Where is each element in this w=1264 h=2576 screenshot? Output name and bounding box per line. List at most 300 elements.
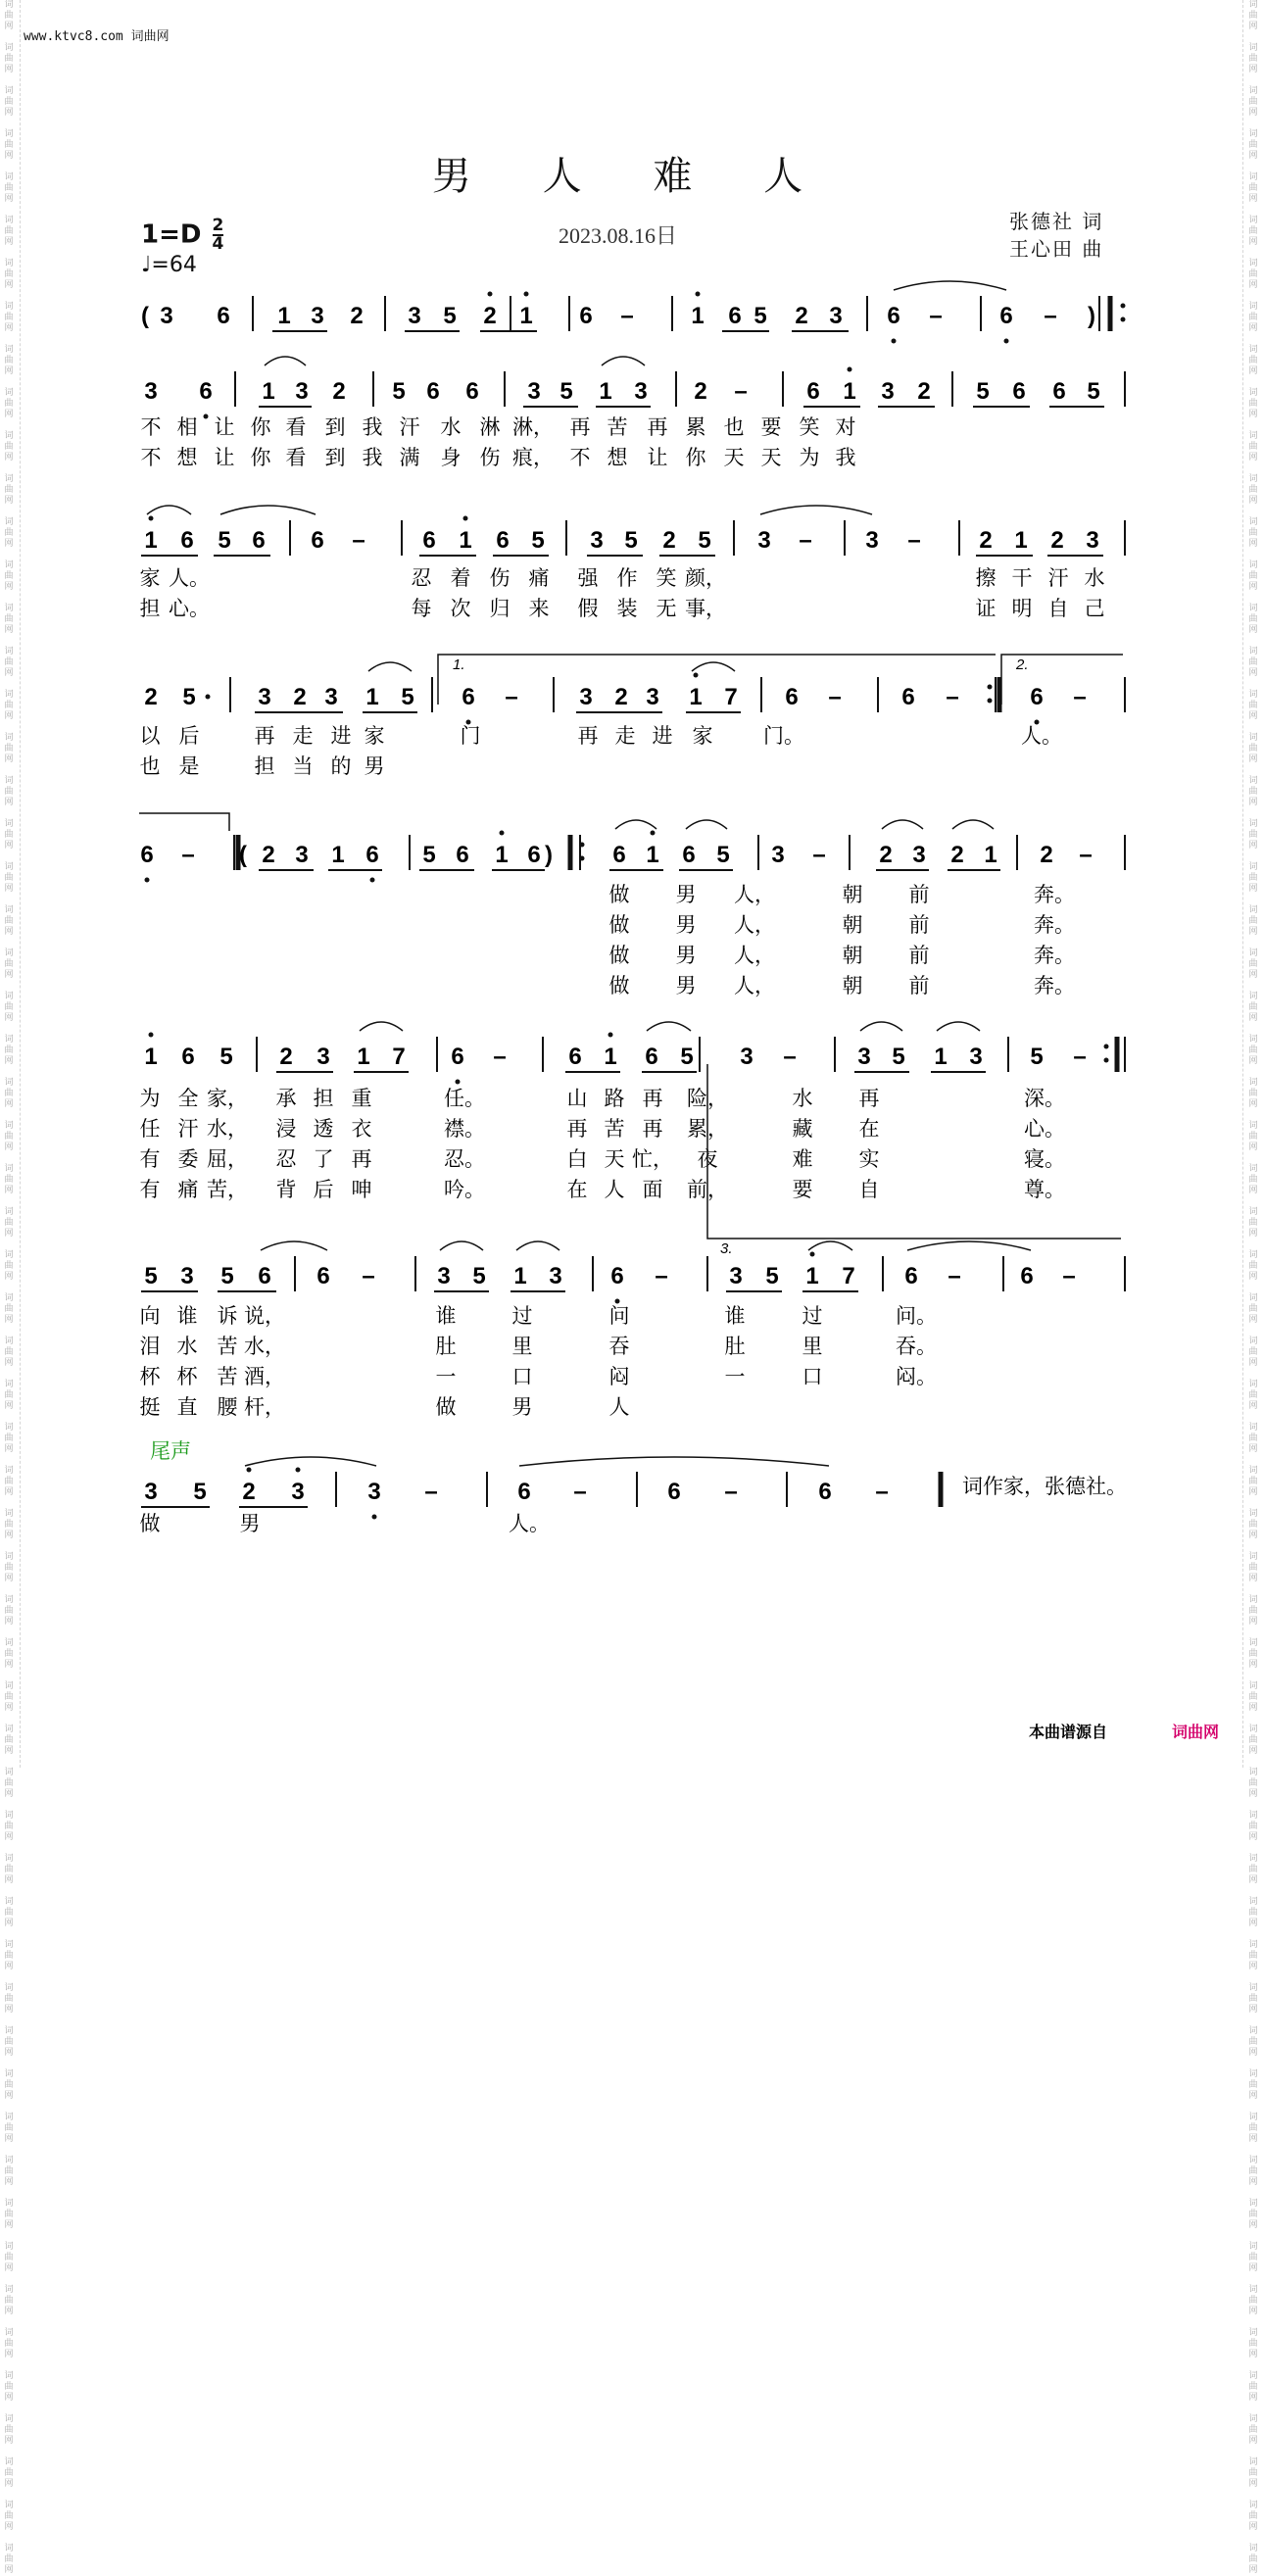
note-0-2: 6 [217, 303, 230, 329]
lyric-6-1-8: 里 [802, 1336, 823, 1358]
note-5-3: 2 [279, 1044, 293, 1070]
lyric-5-1-8: 苦 [604, 1118, 625, 1141]
note-2-18: 2 [979, 527, 993, 554]
note-1-17: 2 [917, 378, 931, 405]
note-3-4: 3 [324, 684, 338, 710]
note-3-12: 1 [689, 684, 703, 710]
lyric-4-0-2: 人， [734, 884, 775, 906]
note-0-13: 6 [728, 303, 742, 329]
note-6-8: 1 [513, 1263, 527, 1289]
lyric-6-1-9: 吞。 [896, 1336, 937, 1358]
lyric-5-2-7: 白 [566, 1148, 588, 1171]
lyric-6-1-7: 肚 [724, 1336, 746, 1358]
note-0-0: ( [141, 303, 149, 329]
note-5-1: 6 [181, 1044, 195, 1070]
note-3-3: 2 [293, 684, 307, 710]
lyric-1-0-1: 相 [176, 416, 198, 439]
lyric-2-0-6: 强 [577, 567, 599, 590]
lyric-2-1-7: 装 [616, 598, 638, 620]
lyric-5-1-13: 心。 [1024, 1118, 1065, 1141]
lyric-6-2-0: 杯 [139, 1366, 161, 1388]
octave-up-dot-9 [149, 1033, 154, 1038]
lyric-5-3-11: 要 [792, 1179, 813, 1201]
octave-down-dot-6 [370, 878, 375, 883]
note-6-12: 3 [729, 1263, 743, 1289]
lyric-3-0-6: 门 [460, 725, 481, 748]
note-1-18: 5 [976, 378, 990, 405]
note-2-5: – [352, 527, 365, 554]
lyric-2-1-8: 无 [656, 598, 677, 620]
lyric-1-1-8: 身 [440, 447, 462, 469]
lyric-3-0-4: 进 [330, 725, 352, 748]
lyric-4-3-3: 朝 [842, 975, 863, 997]
note-2-7: 1 [459, 527, 472, 554]
lyric-3-0-3: 走 [292, 725, 314, 748]
note-6-1: 3 [180, 1263, 194, 1289]
lyric-6-1-2: 苦 [217, 1336, 238, 1358]
lyric-2-1-6: 假 [577, 598, 599, 620]
octave-up-dot-7 [500, 831, 505, 836]
note-2-14: 3 [757, 527, 771, 554]
lyric-5-3-2: 苦， [207, 1179, 248, 1201]
lyric-1-1-17: 为 [799, 447, 820, 469]
lyric-5-3-6: 吟。 [444, 1179, 485, 1201]
lyric-6-0-2: 诉 [217, 1305, 238, 1328]
note-4-0: 6 [140, 842, 154, 868]
slur-18 [516, 1241, 559, 1250]
note-4-19: 3 [912, 842, 926, 868]
note-0-18: – [929, 303, 943, 329]
lyric-5-1-3: 浸 [275, 1118, 297, 1141]
note-1-9: 5 [559, 378, 573, 405]
lyric-1-0-9: 淋 [479, 416, 501, 439]
lyric-1-1-3: 你 [250, 447, 271, 469]
slur-8 [615, 820, 656, 829]
note-4-8: 6 [456, 842, 469, 868]
octave-down-dot-8 [615, 1299, 620, 1304]
note-0-20: – [1044, 303, 1057, 329]
note-2-11: 5 [624, 527, 638, 554]
lyric-3-0-8: 走 [614, 725, 636, 748]
note-6-6: 3 [437, 1263, 451, 1289]
lyric-6-1-5: 里 [511, 1336, 533, 1358]
note-5-0: 1 [144, 1044, 158, 1070]
note-4-3: 2 [262, 842, 275, 868]
note-2-4: 6 [311, 527, 324, 554]
note-4-9: 1 [495, 842, 509, 868]
note-0-12: 1 [691, 303, 705, 329]
note-0-7: 5 [443, 303, 457, 329]
lyric-5-1-0: 任 [139, 1118, 161, 1141]
note-7-8: 6 [667, 1479, 681, 1505]
lyric-5-0-3: 承 [275, 1088, 297, 1110]
lyric-4-2-4: 前 [908, 945, 930, 967]
lyric-1-0-11: 再 [569, 416, 591, 439]
note-6-0: 5 [144, 1263, 158, 1289]
lyric-1-1-9: 伤 [479, 447, 501, 469]
note-0-21: ) [1088, 303, 1095, 329]
lyric-1-1-12: 想 [607, 447, 628, 469]
slur-0 [894, 281, 1006, 290]
note-1-8: 3 [527, 378, 541, 405]
lyric-6-2-5: 口 [511, 1366, 533, 1388]
repeat-start-1-dot-b [1121, 317, 1126, 322]
slur-14 [860, 1022, 902, 1031]
slur-10 [882, 820, 923, 829]
note-5-12: 5 [680, 1044, 694, 1070]
lyric-5-2-0: 有 [139, 1148, 161, 1171]
lyric-5-2-1: 委 [177, 1148, 199, 1171]
slur-4 [220, 506, 316, 514]
slur-5 [760, 506, 872, 514]
note-6-7: 5 [472, 1263, 486, 1289]
note-3-7: 6 [462, 684, 475, 710]
note-6-3: 6 [258, 1263, 271, 1289]
note-5-19: 5 [1030, 1044, 1044, 1070]
note-5-11: 6 [645, 1044, 658, 1070]
lyric-2-0-8: 笑 [656, 567, 677, 590]
note-2-10: 3 [590, 527, 604, 554]
octave-down-dot-4 [1035, 720, 1040, 725]
note-1-21: 5 [1087, 378, 1100, 405]
lyric-6-1-4: 肚 [435, 1336, 457, 1358]
lyric-1-1-15: 天 [723, 447, 745, 469]
note-4-18: 2 [879, 842, 893, 868]
note-0-4: 3 [311, 303, 324, 329]
note-1-0: 3 [144, 378, 158, 405]
note-6-5: – [362, 1263, 375, 1289]
lyric-1-1-1: 想 [176, 447, 198, 469]
lyric-5-3-9: 面 [642, 1179, 663, 1201]
note-6-2: 5 [220, 1263, 234, 1289]
lyric-6-0-6: 问 [608, 1305, 630, 1328]
note-5-6: 7 [392, 1044, 406, 1070]
lyric-1-0-6: 我 [362, 416, 383, 439]
note-0-5: 2 [350, 303, 364, 329]
note-5-18: 3 [969, 1044, 983, 1070]
slur-2 [602, 357, 645, 365]
lyric-6-2-2: 苦 [217, 1366, 238, 1388]
lyric-1-0-12: 苦 [607, 416, 628, 439]
lyric-5-3-3: 背 [275, 1179, 297, 1201]
lyric-6-3-4: 做 [435, 1396, 457, 1419]
lyric-2-1-13: 己 [1084, 598, 1105, 620]
site-url[interactable]: www.ktvc8.com 词曲网 [24, 29, 170, 44]
slur-11 [952, 820, 994, 829]
lyric-5-1-7: 再 [566, 1118, 588, 1141]
lyricist-credit: 张德社 词 [1009, 210, 1104, 233]
note-3-6: 5 [401, 684, 414, 710]
note-4-6: 6 [365, 842, 379, 868]
note-6-14: 1 [805, 1263, 819, 1289]
lyric-4-0-4: 前 [908, 884, 930, 906]
lyric-5-2-10: 夜 [697, 1148, 718, 1171]
note-3-9: 3 [579, 684, 593, 710]
lyric-1-1-13: 让 [647, 447, 668, 469]
lyric-5-0-4: 担 [313, 1088, 334, 1110]
quarter-note-icon: ♩ [141, 253, 152, 277]
note-1-5: 5 [392, 378, 406, 405]
note-1-3: 3 [295, 378, 309, 405]
note-7-10: 6 [818, 1479, 832, 1505]
lyric-1-0-0: 不 [140, 416, 162, 439]
note-7-4: 3 [367, 1479, 381, 1505]
lyric-4-3-1: 男 [675, 975, 697, 997]
note-0-15: 2 [795, 303, 808, 329]
octave-up-dot-10 [608, 1033, 613, 1038]
lyric-2-0-11: 干 [1011, 567, 1033, 590]
lyric-6-0-8: 过 [802, 1305, 823, 1328]
octave-down-dot-7 [456, 1080, 461, 1085]
song-title: 男 人 难 人 [431, 154, 833, 199]
lyric-6-3-1: 直 [176, 1396, 198, 1419]
lyric-2-1-11: 明 [1011, 598, 1033, 620]
lyric-6-1-0: 泪 [139, 1336, 161, 1358]
note-3-14: 6 [785, 684, 799, 710]
repeat-end-final-dot-a [1104, 1045, 1109, 1049]
lyric-4-2-1: 男 [675, 945, 697, 967]
lyric-6-2-4: 一 [435, 1366, 457, 1388]
lyric-1-0-3: 你 [250, 416, 271, 439]
note-2-16: 3 [865, 527, 879, 554]
note-3-11: 3 [646, 684, 659, 710]
note-0-8: 2 [483, 303, 497, 329]
note-6-11: – [655, 1263, 668, 1289]
note-1-1: 6 [199, 378, 213, 405]
note-2-9: 5 [531, 527, 545, 554]
lyric-1-0-10: 淋， [512, 416, 554, 439]
lyric-5-0-12: 再 [858, 1088, 880, 1110]
lyric-6-0-4: 谁 [435, 1305, 457, 1328]
lyric-4-2-0: 做 [608, 945, 630, 967]
slur-20 [907, 1241, 1031, 1250]
octave-up-dot-4 [149, 516, 154, 521]
lyric-1-0-5: 到 [324, 416, 346, 439]
lyric-6-0-1: 谁 [176, 1305, 198, 1328]
note-1-20: 6 [1052, 378, 1066, 405]
volta-1-label: 1. [453, 656, 465, 673]
note-0-11: – [620, 303, 634, 329]
note-4-5: 1 [331, 842, 345, 868]
slur-7 [692, 662, 735, 671]
lyric-4-1-0: 做 [608, 914, 630, 937]
lyric-1-1-11: 不 [569, 447, 591, 469]
lyric-4-2-5: 奔。 [1034, 945, 1075, 967]
footer-brand[interactable]: 词曲网 [1172, 1725, 1220, 1741]
lyric-1-1-16: 天 [760, 447, 782, 469]
note-1-14: 6 [806, 378, 820, 405]
note-5-2: 5 [219, 1044, 233, 1070]
note-6-4: 6 [316, 1263, 330, 1289]
note-1-2: 1 [262, 378, 275, 405]
composer-credit: 王心田 曲 [1009, 237, 1104, 261]
lyric-4-3-5: 奔。 [1034, 975, 1075, 997]
note-5-10: 1 [604, 1044, 617, 1070]
note-2-8: 6 [496, 527, 510, 554]
lyric-5-3-1: 痛 [177, 1179, 199, 1201]
lyric-4-0-3: 朝 [842, 884, 863, 906]
lyric-7-0-2: 人。 [509, 1513, 550, 1535]
note-4-14: 6 [682, 842, 696, 868]
note-5-14: – [783, 1044, 797, 1070]
note-2-15: – [799, 527, 812, 554]
lyric-4-0-0: 做 [608, 884, 630, 906]
lyric-5-3-4: 后 [313, 1179, 334, 1201]
time-sig-top: 2 [212, 216, 224, 235]
lyric-5-0-10: 险， [687, 1088, 728, 1110]
note-2-2: 5 [218, 527, 231, 554]
note-7-11: – [875, 1479, 889, 1505]
note-4-11: ) [545, 842, 553, 868]
lyric-5-0-6: 任。 [444, 1088, 485, 1110]
footer-source: 本曲谱源自 [1029, 1725, 1108, 1741]
note-3-1: 5 [182, 684, 196, 710]
lyric-6-2-3: 酒， [244, 1366, 285, 1388]
repeat-start-chorus-dot-a [580, 843, 585, 848]
lyric-5-0-0: 为 [139, 1088, 161, 1110]
slur-12 [360, 1022, 403, 1031]
note-2-6: 6 [422, 527, 436, 554]
lyric-1-1-0: 不 [140, 447, 162, 469]
lyric-2-0-5: 痛 [528, 567, 550, 590]
repeat-start-1-dot-a [1121, 304, 1126, 309]
repeat-end-final-dot-b [1104, 1058, 1109, 1063]
lyric-5-1-6: 襟。 [444, 1118, 485, 1141]
lyric-3-0-7: 再 [577, 725, 599, 748]
note-3-18: 6 [1030, 684, 1044, 710]
note-5-7: 6 [451, 1044, 464, 1070]
note-2-20: 2 [1050, 527, 1064, 554]
lyric-6-1-3: 水， [244, 1336, 285, 1358]
note-3-16: 6 [901, 684, 915, 710]
note-4-2: ( [239, 842, 247, 868]
lyric-2-0-9: 颜， [685, 567, 726, 590]
lyric-3-0-11: 门。 [763, 725, 804, 748]
note-3-13: 7 [724, 684, 738, 710]
lyric-4-2-3: 朝 [842, 945, 863, 967]
lyric-1-0-16: 要 [760, 416, 782, 439]
octave-up-dot-5 [463, 516, 468, 521]
note-1-6: 6 [426, 378, 440, 405]
lyric-1-0-4: 看 [285, 416, 307, 439]
lyric-2-0-0: 家 [139, 567, 161, 590]
lyric-5-2-12: 实 [858, 1148, 880, 1171]
note-4-15: 5 [716, 842, 730, 868]
note-4-13: 1 [646, 842, 659, 868]
lyric-5-0-7: 山 [566, 1088, 588, 1110]
lyric-7-0-1: 男 [239, 1513, 261, 1535]
lyric-5-2-11: 难 [792, 1148, 813, 1171]
lyric-5-1-5: 衣 [351, 1118, 372, 1141]
lyric-5-3-7: 在 [566, 1179, 588, 1201]
octave-down-dot-2 [204, 414, 209, 419]
note-0-16: 3 [829, 303, 843, 329]
lyric-5-2-5: 再 [351, 1148, 372, 1171]
lyric-2-0-13: 水 [1084, 567, 1105, 590]
note-5-16: 5 [892, 1044, 905, 1070]
lyric-1-0-8: 水 [440, 416, 462, 439]
lyric-5-1-2: 水， [207, 1118, 248, 1141]
lyric-1-0-18: 对 [835, 416, 856, 439]
note-7-1: 5 [193, 1479, 207, 1505]
lyric-3-1-5: 男 [364, 755, 385, 778]
note-1-19: 6 [1012, 378, 1026, 405]
lyric-5-0-5: 重 [351, 1088, 372, 1110]
lyric-3-0-5: 家 [364, 725, 385, 748]
note-2-12: 2 [662, 527, 676, 554]
note-4-16: 3 [771, 842, 785, 868]
lyric-2-0-12: 汗 [1047, 567, 1069, 590]
slur-9 [686, 820, 727, 829]
note-5-4: 3 [316, 1044, 330, 1070]
note-7-7: – [573, 1479, 587, 1505]
note-4-21: 1 [984, 842, 997, 868]
lyric-4-0-5: 奔。 [1034, 884, 1075, 906]
note-5-20: – [1073, 1044, 1087, 1070]
lyric-3-1-4: 的 [330, 755, 352, 778]
note-4-4: 3 [295, 842, 309, 868]
note-1-12: 2 [694, 378, 707, 405]
slur-13 [647, 1022, 691, 1031]
lyric-2-1-0: 担 [139, 598, 161, 620]
lyric-6-3-2: 腰 [217, 1396, 238, 1419]
lyric-4-2-2: 人， [734, 945, 775, 967]
slur-17 [440, 1241, 483, 1250]
note-3-2: 3 [258, 684, 271, 710]
lyric-6-2-8: 口 [802, 1366, 823, 1388]
repeat-end-volta1-dot-b [988, 699, 993, 704]
lyric-5-2-13: 寝。 [1024, 1148, 1065, 1171]
note-0-9: 1 [519, 303, 533, 329]
octave-down-dot-3 [466, 720, 471, 725]
lyric-4-1-1: 男 [675, 914, 697, 937]
note-4-20: 2 [950, 842, 964, 868]
note-1-15: 1 [843, 378, 856, 405]
slur-22 [519, 1457, 829, 1466]
lyric-6-3-6: 人 [608, 1396, 630, 1419]
lyric-5-0-2: 家， [207, 1088, 248, 1110]
lyric-2-1-4: 归 [489, 598, 510, 620]
lyric-6-2-1: 杯 [176, 1366, 198, 1388]
lyric-6-3-5: 男 [511, 1396, 533, 1419]
note-2-13: 5 [698, 527, 711, 554]
octave-down-dot-9 [372, 1515, 377, 1520]
note-2-0: 1 [144, 527, 158, 554]
lyric-6-3-0: 挺 [139, 1396, 161, 1419]
lyric-5-1-9: 再 [642, 1118, 663, 1141]
lyric-3-0-10: 家 [692, 725, 713, 748]
lyric-5-2-2: 屈， [207, 1148, 248, 1171]
lyric-5-3-8: 人 [604, 1179, 625, 1201]
lyric-2-1-2: 每 [411, 598, 432, 620]
lyric-3-0-9: 进 [652, 725, 673, 748]
note-1-16: 3 [881, 378, 895, 405]
time-sig-bottom: 4 [212, 234, 224, 254]
key-text: 1=D [141, 219, 202, 250]
lyric-5-3-13: 尊。 [1024, 1179, 1065, 1201]
note-3-8: – [505, 684, 518, 710]
volta-3-label: 3. [720, 1240, 733, 1257]
note-0-6: 3 [408, 303, 421, 329]
note-7-0: 3 [144, 1479, 158, 1505]
note-7-9: – [724, 1479, 738, 1505]
octave-up-dot-6 [694, 673, 699, 678]
note-6-16: 6 [904, 1263, 918, 1289]
slur-21 [245, 1457, 376, 1466]
note-6-10: 6 [610, 1263, 624, 1289]
lyric-4-3-2: 人， [734, 975, 775, 997]
lyric-6-0-3: 说， [244, 1305, 285, 1328]
